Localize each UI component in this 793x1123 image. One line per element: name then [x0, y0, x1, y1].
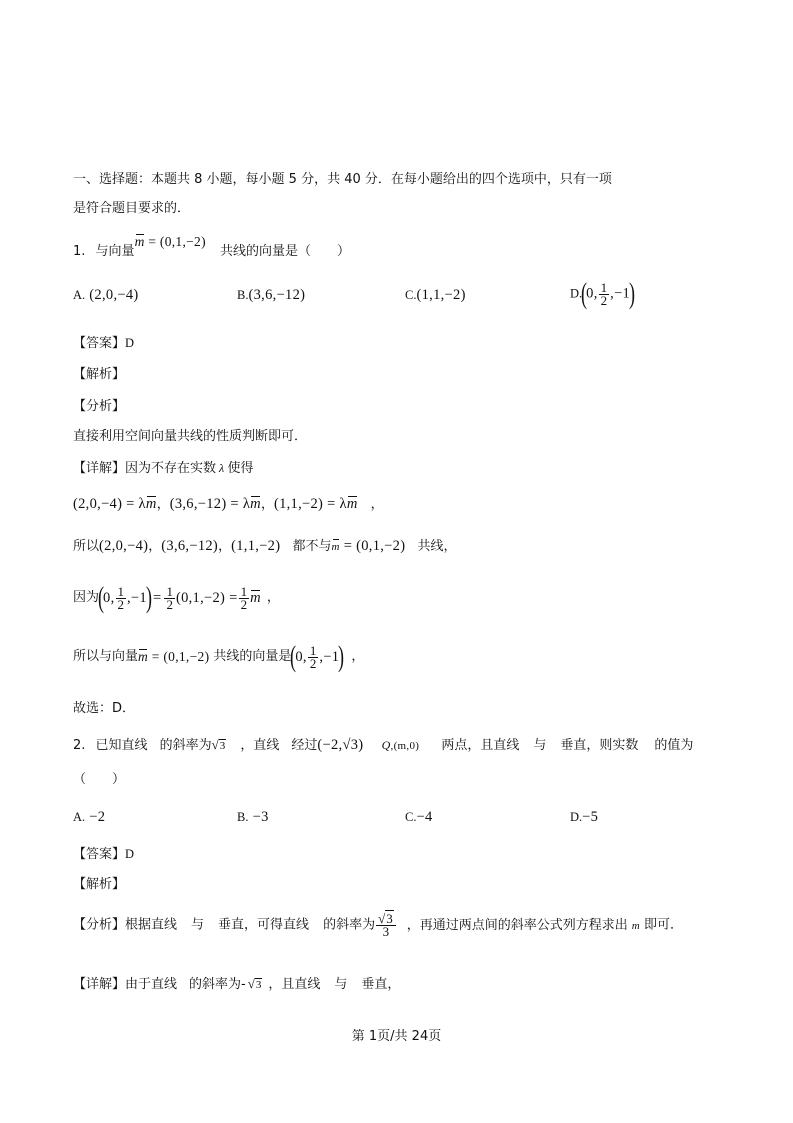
q1-answer: 【答案】D	[73, 336, 135, 351]
q1-equations: (2,0,−4) = λm，(3,6,−12) = λm，(1,1,−2) = λm ，	[73, 496, 384, 512]
q2-option-a: A. −2	[73, 809, 106, 825]
q1-jiexi: 【解析】	[73, 367, 126, 382]
q1-stem	[73, 234, 351, 261]
q2-fenxi: 【分析】根据直线 与 垂直，可得直线 的斜率为 $\frac{√3}{3}$ ，再通过两点间的斜率公式列方程求出 m 即可．	[73, 911, 683, 939]
q2-answer: 【答案】D	[73, 847, 135, 862]
q2-xiangjie: 【详解】由于直线 的斜率为- √3 ，且直线 与 垂直，	[73, 976, 401, 992]
q1-number: 1.	[73, 244, 86, 259]
q1-xiangjie: 【详解】因为不存在实数 λ 使得	[73, 461, 254, 476]
page-footer: 第 1页/共 24页	[351, 1029, 442, 1044]
section-title: 一、选择题：本题共 8 小题，每小题 5 分，共 40 分．在每小题给出的四个选项中，只有一项	[73, 172, 612, 187]
q1-suoyi-line: 所以(2,0,−4)，(3,6,−12)，(1,1,−2) 都不与m = (0,1,−2) 共线，	[73, 538, 457, 554]
q1-option-b: B.(3,6,−12)	[237, 287, 306, 303]
q1-stem-vector: m = (0,1,−2)	[134, 234, 206, 249]
q1-option-a: A. (2,0,−4)	[73, 287, 139, 303]
q1-yinwei-line: 因为(0, $\frac{1}{2}$ ,−1)= $\frac{1}{2}$ (0,1,−2) = $\frac{1}{2}$ m ，	[73, 581, 280, 614]
q1-option-d: D.(0, $\frac{1}{2}$ ,−1)	[570, 277, 636, 310]
q1-fenxi-text: 直接利用空间向量共线的性质判断即可．	[73, 429, 308, 444]
q2-stem: 2. 已知直线 的斜率为√3 ，直线 经过(−2,√3) Q,(m,0) 两点，且直线 与 垂直，则实数 的值为	[73, 737, 694, 753]
q2-option-d: D.−5	[570, 809, 599, 825]
q1-stem-b: 共线的向量是（ ）	[220, 244, 351, 259]
q2-option-b: B. −3	[237, 809, 269, 825]
section-title-cont: 是符合题目要求的．	[73, 201, 191, 216]
q2-jiexi: 【解析】	[73, 877, 126, 892]
q2-option-c: C.−4	[405, 809, 433, 825]
q1-gu-xuan: 故选：D．	[73, 701, 136, 716]
q1-stem-a: 与向量	[95, 244, 135, 259]
q1-fenxi-label: 【分析】	[73, 399, 126, 414]
q1-option-c: C.(1,1,−2)	[405, 287, 466, 303]
q1-conclusion: 所以与向量m = (0,1,−2) 共线的向量是(0, $\frac{1}{2}$ ,−1) ，	[73, 640, 365, 673]
q2-stem-paren: （ ）	[73, 772, 126, 787]
